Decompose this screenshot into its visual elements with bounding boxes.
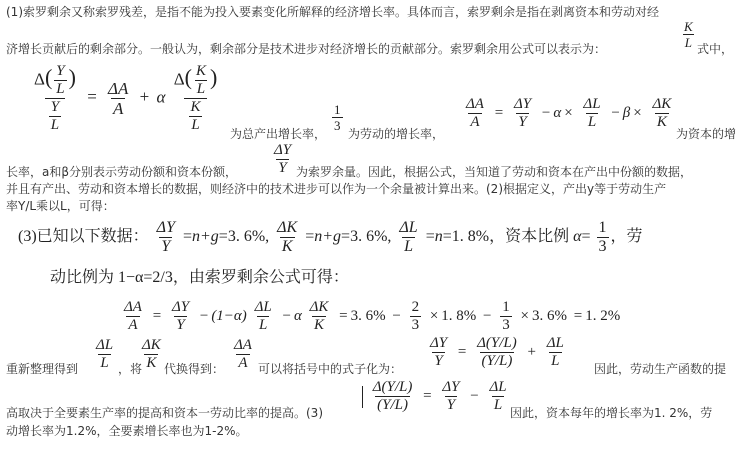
- paragraph-line: 因此，资本每年的增长率为1. 2%，劳: [510, 406, 713, 420]
- paragraph-line: 率Y/L乘以L，可得：: [6, 199, 115, 213]
- paragraph-text: 代换得到：: [164, 362, 225, 376]
- math-k-over-l: $\frac{K}{L}$: [684, 19, 693, 50]
- paragraph-text: 为资本的增: [676, 127, 737, 141]
- paragraph-text: ，将: [118, 362, 143, 376]
- math-dl-over-l: $\frac{\Delta L}{L}$: [96, 337, 114, 371]
- math-dy-over-y: $\frac{\Delta Y}{Y}$: [274, 142, 292, 176]
- paragraph-text: 因此，劳动生产函数的提: [594, 362, 727, 376]
- paragraph-line: 动增长率为1.2%，全要素增长率也为1-2%。: [6, 424, 248, 438]
- formula-labor-productivity: Δ( $\frac{Y}{L}$ ) $\frac{Y}{L}$ = $\frac{\Delta A}{A}$ + α Δ( $\frac{K}{L}$ ) $\frac{K}{L}$: [34, 63, 218, 133]
- formula-labor-productivity-growth: $\frac{\Delta(Y/L)}{(Y/L)}$ = $\frac{\Delta Y}{Y}$ − $\frac{\Delta L}{L}$: [362, 380, 511, 413]
- paragraph-line: (1)索罗剩余又称索罗残差，是指不能为投入要素变化所解释的经济增长率。具体而言，索罗剩余是指在剥离资本和劳动对经: [6, 5, 660, 19]
- paragraph-text: 为劳动的增长率，: [348, 127, 445, 141]
- paragraph-line: 并且有产出、劳动和资本增长的数据，则经济中的技术进步可以作为一个余量被计算出来。(2)根据定义，产出y等于劳动生产: [6, 182, 667, 196]
- paragraph-line: 为索罗余量。因此，根据公式，当知道了劳动和资本在产出中份额的数据，: [296, 165, 693, 179]
- paragraph-line: 高取决于全要素生产率的提高和资本一劳动比率的提高。(3): [6, 406, 324, 420]
- paragraph-text: 重新整理得到: [6, 362, 79, 376]
- formula-solow-residual: $\frac{\Delta A}{A}$ = $\frac{\Delta Y}{Y}$ − α × $\frac{\Delta L}{L}$ − β × $\frac{\Delta K}{K}$: [466, 96, 672, 130]
- math-dk-over-k: $\frac{\Delta K}{K}$: [142, 337, 161, 371]
- formula-computation: $\frac{\Delta A}{A}$ = $\frac{\Delta Y}{Y}$ − (1−α) $\frac{\Delta L}{L}$ − α $\frac{\Delta K}{K}$ = 3. 6% − $\frac{2}{3}$ × 1. 8% − $\frac{1}{3}$ × 3. 6% = 1. 2%: [124, 299, 621, 333]
- formula-given-data: (3)已知以下数据： $\frac{\Delta Y}{Y}$ =n+g=3. 6%, $\frac{\Delta K}{K}$ =n+g=3. 6%, $\frac{\Delta L}{L}$ =n=1. 8%，资本比例 α= $\frac{1}{3}$ ，劳: [18, 219, 643, 255]
- math-one-third: $\frac{1}{3}$: [334, 102, 341, 133]
- paragraph-line: 式中，: [697, 42, 734, 56]
- paragraph-text: 为总产出增长率，: [230, 127, 327, 141]
- formula-labor-share-line: 动比例为 1−α=2/3，由索罗剩余公式可得：: [50, 269, 349, 286]
- formula-growth-decomposition: $\frac{\Delta Y}{Y}$ = $\frac{\Delta(Y/L)}{(Y/L)}$ + $\frac{\Delta L}{L}$: [430, 335, 564, 369]
- paragraph-text: 可以将括号中的式子化为：: [258, 362, 403, 376]
- paragraph-line: 济增长贡献后的剩余部分。一般认为，剩余部分是技术进步对经济增长的贡献部分。索罗剩余用公式可以表示为：: [6, 42, 607, 56]
- math-da-over-a: $\frac{\Delta A}{A}$: [234, 337, 252, 371]
- paragraph-line: 长率，a和β分别表示劳动份额和资本份额，: [6, 165, 238, 179]
